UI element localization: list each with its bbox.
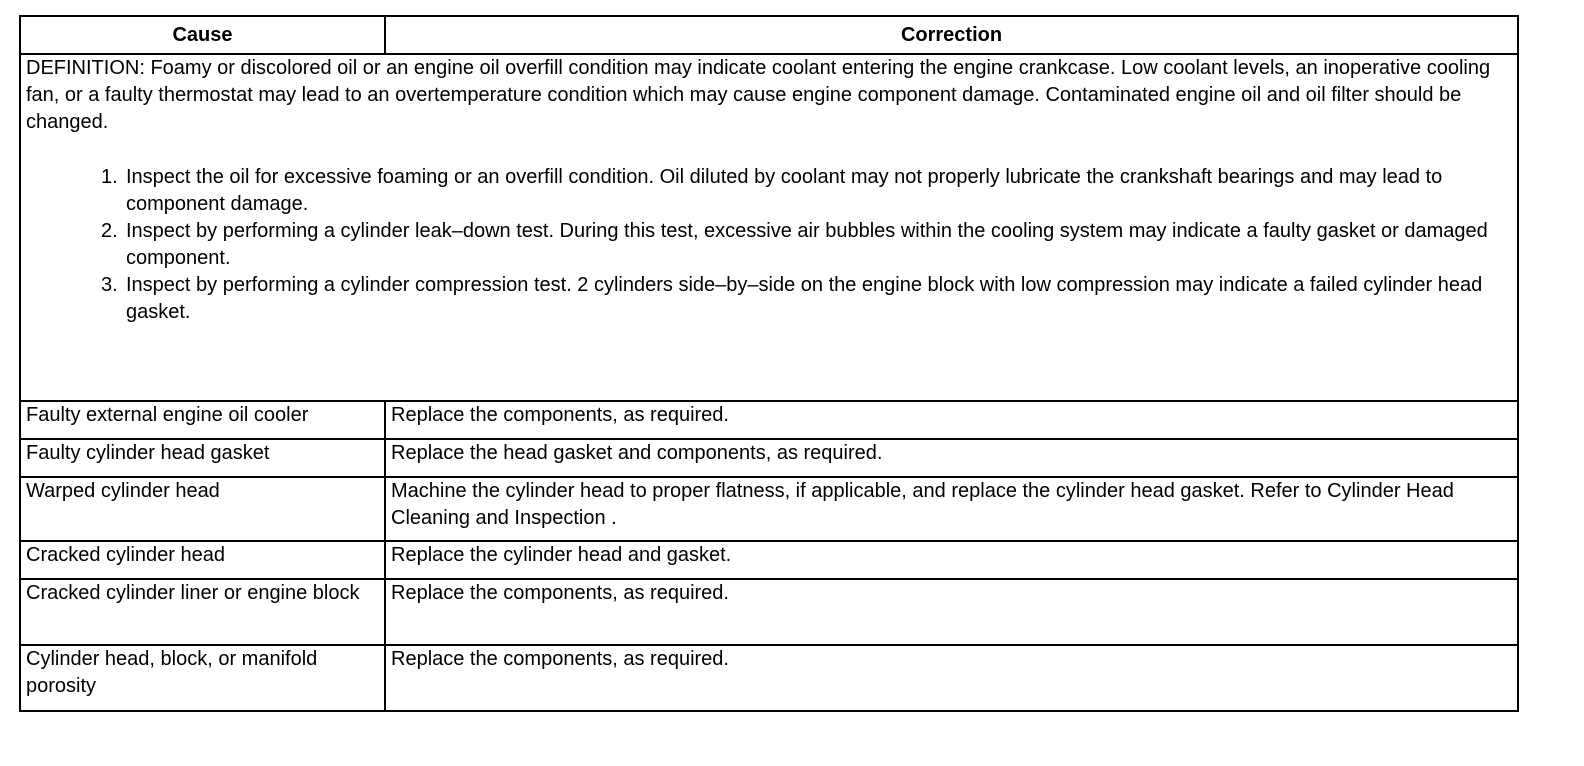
step-text: Inspect by performing a cylinder leak–down test. During this test, excessive air bubbles within the cooling system may indicate a faulty gasket or damaged component. [126,220,1488,269]
step-number: 1. [101,166,118,188]
table-row [20,645,1518,711]
inspection-step [26,164,1511,218]
correction-column-header: Correction [385,16,1518,54]
table-row [20,439,1518,477]
table-row [20,541,1518,579]
cause-cell: Cracked cylinder liner or engine block [20,579,385,645]
inspection-step [26,218,1511,272]
cause-cell: Faulty external engine oil cooler [20,401,385,439]
step-text: Inspect by performing a cylinder compression test. 2 cylinders side–by–side on the engine block with low compression may indicate a failed cylinder head gasket. [126,274,1483,323]
correction-cell: Replace the components, as required. [385,579,1518,645]
correction-cell: Replace the head gasket and components, as required. [385,439,1518,477]
inspection-step [26,272,1511,326]
definition-text: DEFINITION: Foamy or discolored oil or an engine oil overfill condition may indicate coolant entering the engine crankcase. Low coolant levels, an inoperative cooling fan, or a faulty thermostat may lead to an overtemperature condition which may cause engine component damage. Contaminated engine oil and oil filter should be changed. [26,57,1491,133]
correction-cell: Replace the components, as required. [385,401,1518,439]
table-row [20,579,1518,645]
definition-cell [20,54,1518,401]
step-number: 2. [101,220,118,242]
table-row [20,477,1518,541]
definition-row [20,54,1518,401]
diagnostic-table [19,15,1519,712]
step-text: Inspect the oil for excessive foaming or an overfill condition. Oil diluted by coolant may not properly lubricate the crankshaft bearings and may lead to component damage. [126,166,1443,215]
correction-cell: Replace the components, as required. [385,645,1518,711]
step-number: 3. [101,274,118,296]
cause-cell: Faulty cylinder head gasket [20,439,385,477]
cause-cell: Cylinder head, block, or manifold porosity [20,645,385,711]
table-row [20,401,1518,439]
header-row [20,16,1518,54]
cause-cell: Cracked cylinder head [20,541,385,579]
cause-column-header: Cause [20,16,385,54]
correction-cell: Machine the cylinder head to proper flatness, if applicable, and replace the cylinder head gasket. Refer to Cylinder Head Cleaning and Inspection . [385,477,1518,541]
correction-cell: Replace the cylinder head and gasket. [385,541,1518,579]
cause-cell: Warped cylinder head [20,477,385,541]
inspection-steps-list [26,164,1511,326]
